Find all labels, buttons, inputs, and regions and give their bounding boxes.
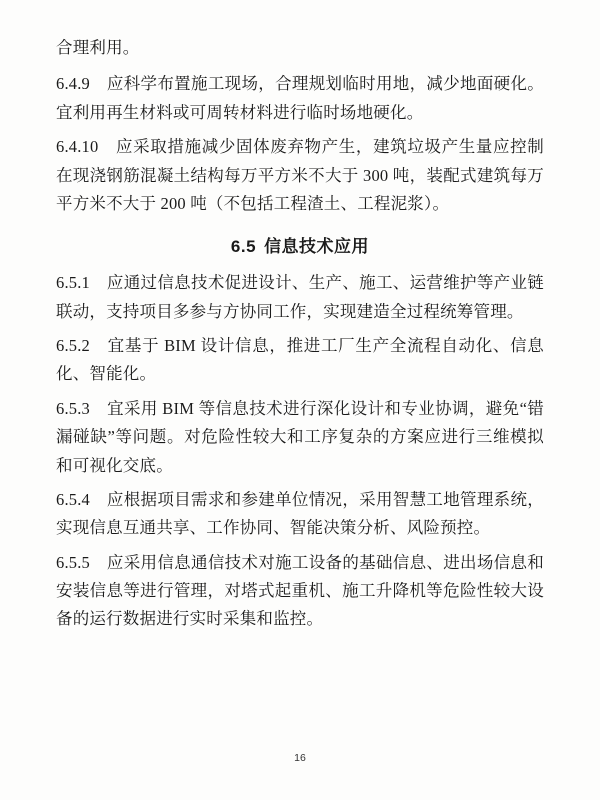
paragraph-6-4-10: 6.4.10 应采取措施减少固体废弃物产生，建筑垃圾产生量应控制在现浇钢筋混凝土结构每万平方米不大于 300 吨，装配式建筑每万平方米不大于 200 吨（不包括工程渣土、工程泥浆）。	[56, 137, 544, 213]
paragraph-continuation: 合理利用。	[56, 38, 140, 57]
paragraph-6-5-5: 6.5.5 应采用信息通信技术对施工设备的基础信息、进出场信息和安装信息等进行管理，对塔式起重机、施工升降机等危险性较大设备的运行数据进行实时采集和监控。	[56, 552, 544, 629]
paragraph-6-5-1: 6.5.1 应通过信息技术促进设计、生产、施工、运营维护等产业链联动，支持项目多参与方协同工作，实现建造全过程统筹管理。	[56, 273, 544, 321]
paragraph-6-4-9: 6.4.9 应科学布置施工现场，合理规划临时用地，减少地面硬化。宜利用再生材料或可周转材料进行临时场地硬化。	[56, 74, 544, 122]
paragraph-6-5-3: 6.5.3 宜采用 BIM 等信息技术进行深化设计和专业协调，避免“错漏碰缺”等问题。对危险性较大和工序复杂的方案应进行三维模拟和可视化交底。	[56, 398, 544, 475]
paragraph-6-5-2: 6.5.2 宜基于 BIM 设计信息，推进工厂生产全流程自动化、信息化、智能化。	[56, 336, 544, 384]
section-heading-title: 信息技术应用	[264, 237, 370, 257]
paragraph-6-5-4: 6.5.4 应根据项目需求和参建单位情况，采用智慧工地管理系统，实现信息互通共享、工作协同、智能决策分析、风险预控。	[56, 489, 544, 538]
section-heading-6-5	[56, 232, 544, 257]
page-number: 16	[294, 752, 306, 764]
section-heading-number: 6.5	[230, 237, 257, 257]
